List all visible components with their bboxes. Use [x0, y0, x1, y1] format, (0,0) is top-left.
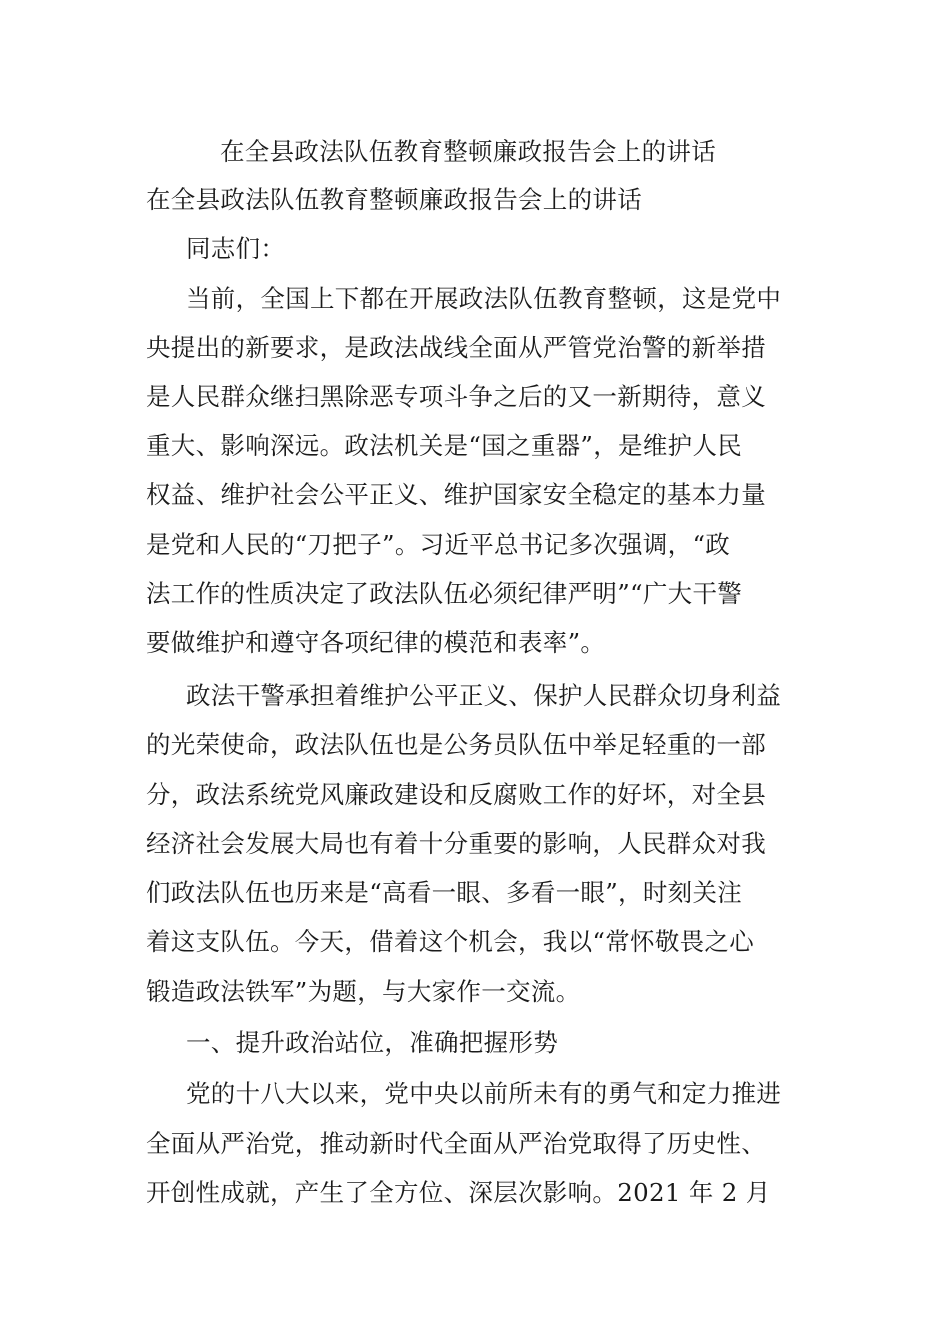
paragraph-line: 要做维护和遵守各项纪律的模范和表率”。 — [146, 628, 606, 657]
paragraph-line: 开创性成就，产生了全方位、深层次影响。2021 年 2 月 — [146, 1178, 771, 1207]
paragraph-line: 当前，全国上下都在开展政法队伍教育整顿，这是党中 — [186, 284, 782, 313]
paragraph-line: 央提出的新要求，是政法战线全面从严管党治警的新举措 — [146, 333, 766, 362]
paragraph-line: 们政法队伍也历来是“高看一眼、多看一眼”，时刻关注 — [146, 878, 743, 907]
paragraph-line: 权益、维护社会公平正义、维护国家安全稳定的基本力量 — [146, 480, 766, 509]
paragraph-line: 全面从严治党，推动新时代全面从严治党取得了历史性、 — [146, 1129, 766, 1158]
paragraph-line: 着这支队伍。今天，借着这个机会，我以“常怀敬畏之心 — [146, 927, 755, 956]
document-title: 在全县政法队伍教育整顿廉政报告会上的讲话 — [220, 137, 716, 166]
paragraph-line: 政法干警承担着维护公平正义、保护人民群众切身利益 — [186, 681, 782, 710]
greeting: 同志们： — [186, 234, 286, 263]
heading-line: 一、提升政治站位，准确把握形势 — [186, 1028, 558, 1057]
paragraph-line: 锻造政法铁军”为题，与大家作一交流。 — [146, 977, 581, 1006]
document-subtitle: 在全县政法队伍教育整顿廉政报告会上的讲话 — [146, 185, 642, 214]
paragraph-line: 的光荣使命，政法队伍也是公务员队伍中举足轻重的一部 — [146, 730, 766, 759]
paragraph-line: 重大、影响深远。政法机关是“国之重器”，是维护人民 — [146, 431, 743, 460]
paragraph-line: 是人民群众继扫黑除恶专项斗争之后的又一新期待，意义 — [146, 382, 766, 411]
paragraph-line: 经济社会发展大局也有着十分重要的影响，人民群众对我 — [146, 829, 766, 858]
paragraph-line: 党的十八大以来，党中央以前所未有的勇气和定力推进 — [186, 1079, 782, 1108]
paragraph-line: 分，政法系统党风廉政建设和反腐败工作的好坏，对全县 — [146, 780, 766, 809]
paragraph-line: 是党和人民的“刀把子”。习近平总书记多次强调，“政 — [146, 530, 731, 559]
paragraph-line: 法工作的性质决定了政法队伍必须纪律严明”“广大干警 — [146, 579, 743, 608]
